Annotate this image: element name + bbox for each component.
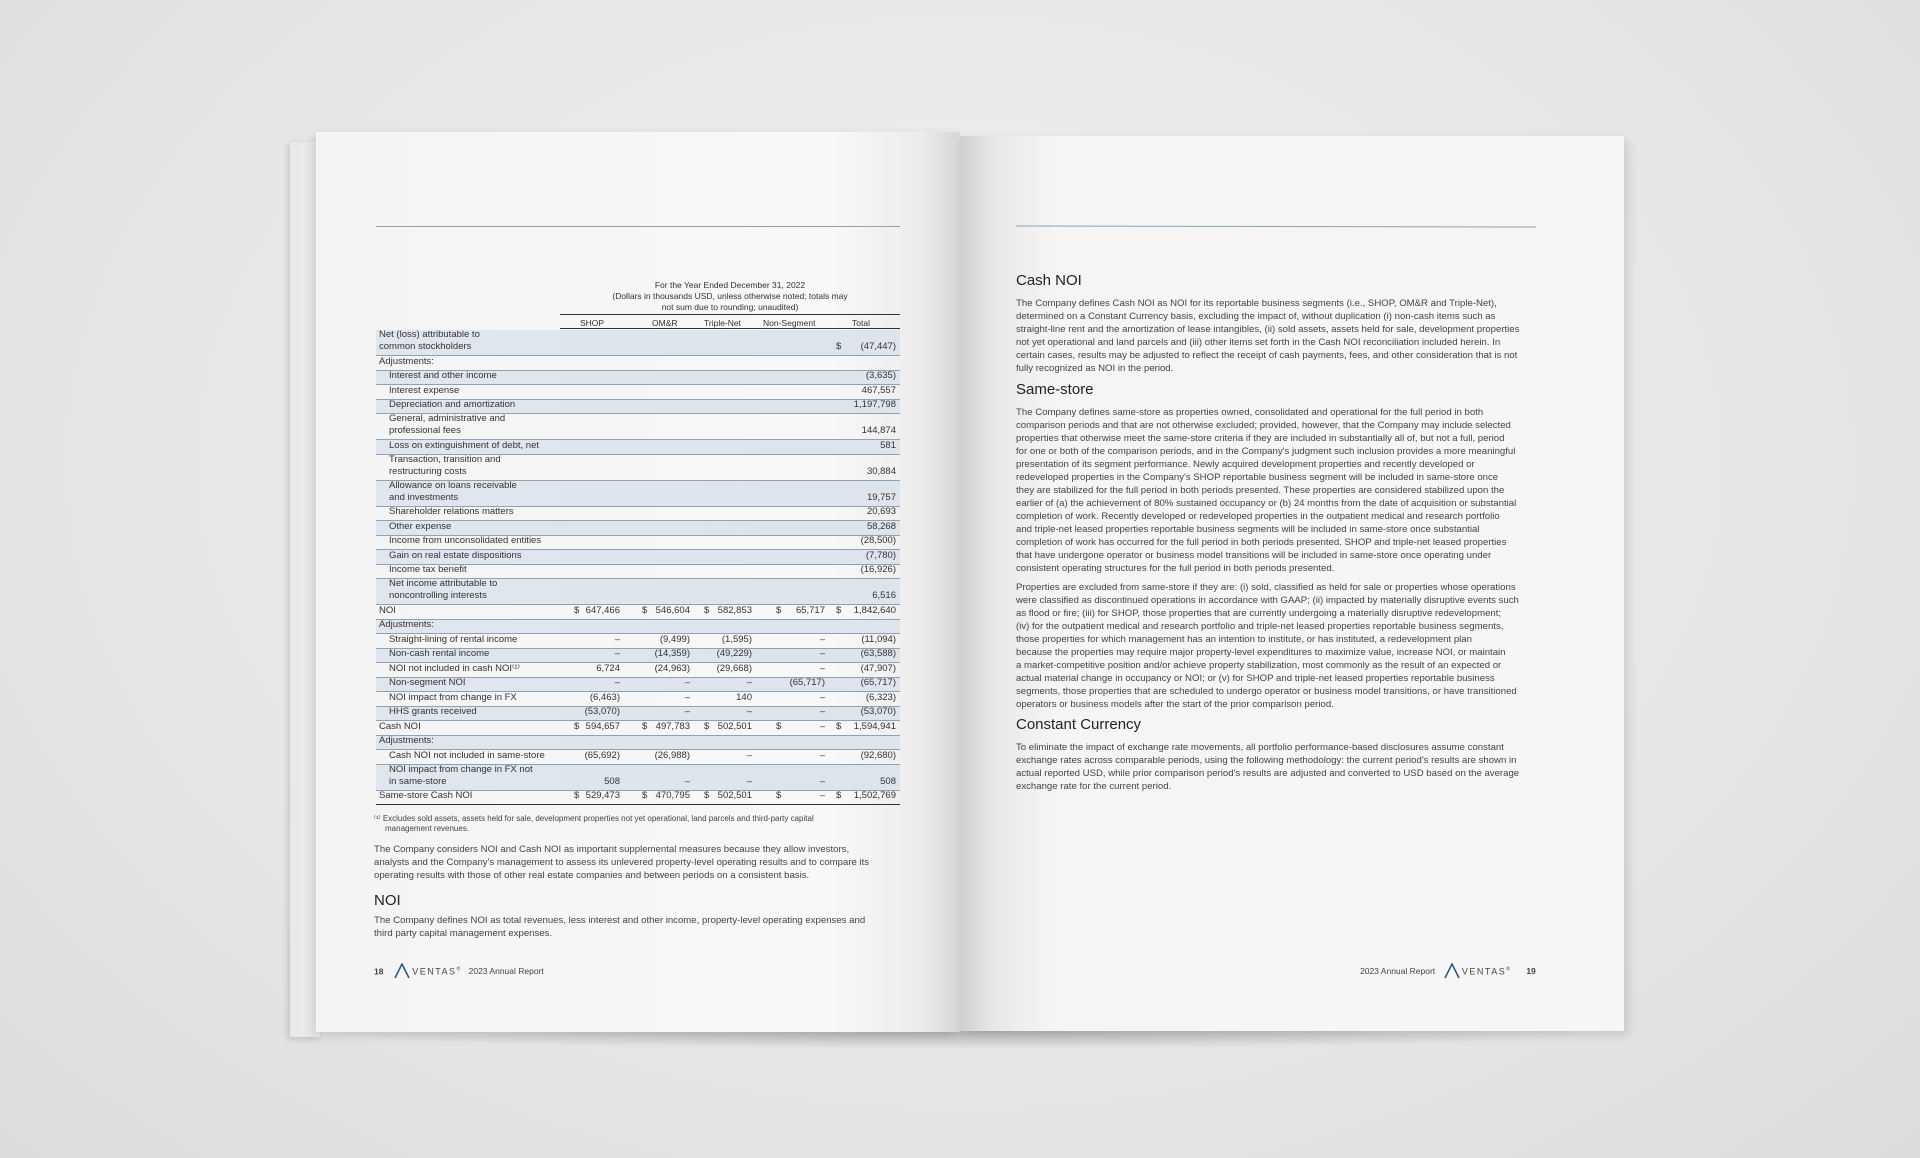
table-row	[376, 507, 900, 522]
text-line: certain cases, results may be adjusted to reflect the receipt of cash payments, fees, and other consideration that is not	[1016, 350, 1518, 361]
table-cell: 6,724	[596, 662, 620, 674]
table-caption-line: not sum due to rounding; unaudited)	[661, 302, 799, 312]
text-line: earlier of (a) the achievement of 80% sustained occupancy or (b) 24 months from the date of acquisition or substantial	[1016, 498, 1517, 509]
text-line: (iv) for the outpatient medical and research portfolio and triple-net leased properties reportable business segments,	[1016, 621, 1504, 632]
text-line: as flood or fire; (iii) for SHOP, those properties that are currently undergoing a materially disruptive redevelopment;	[1016, 608, 1502, 619]
row-label-line: Non-cash rental income	[389, 648, 490, 659]
table-row	[376, 620, 900, 635]
column-header-triple-net: Triple-Net	[704, 318, 741, 328]
constant-currency-heading: Constant Currency	[1016, 716, 1142, 733]
table-row	[376, 414, 900, 440]
table-cell: 582,853	[717, 604, 752, 616]
table-cell: (26,988)	[654, 749, 690, 761]
row-label	[389, 440, 539, 452]
table-cell: 1,594,941	[853, 720, 896, 732]
dollar-sign: $	[642, 604, 648, 616]
row-label-line: and investments	[389, 491, 459, 503]
left-page-footer: 18 VENTAS® 2023 Annual Report	[374, 963, 544, 981]
table-cell: –	[819, 790, 825, 801]
text-line: comparison periods and that are not otherwise excluded; provided, however, that the Company may include selected	[1016, 420, 1511, 431]
table-row	[376, 385, 900, 400]
table-cell: –	[614, 648, 620, 659]
table-cell: 65,717	[795, 604, 825, 616]
table-row	[376, 356, 900, 371]
table-cell: –	[819, 662, 825, 674]
row-label	[379, 721, 421, 733]
row-label-line: NOI impact from change in FX not	[389, 763, 533, 775]
page-number: 19	[1526, 966, 1536, 977]
dollar-sign: $	[574, 720, 580, 732]
row-label-line: noncontrolling interests	[389, 590, 487, 601]
row-label	[389, 550, 522, 562]
row-label-line: NOI	[379, 604, 396, 616]
ventas-logo-icon	[1444, 963, 1460, 981]
text-line: To eliminate the impact of exchange rate movements, all portfolio performance-based disclosures assume constant	[1016, 742, 1504, 753]
text-line: completion of work has occurred for the full period in both periods presented. SHOP and triple-net leased properties	[1016, 537, 1507, 548]
row-label-line: Adjustments:	[379, 355, 434, 367]
row-label-line: Loss on extinguishment of debt, net	[389, 439, 539, 451]
dollar-sign: $	[642, 790, 648, 801]
table-caption-line: For the Year Ended December 31, 2022	[654, 280, 806, 290]
table-cell: (47,447)	[860, 341, 896, 352]
row-label	[379, 329, 480, 353]
row-label-line: professional fees	[389, 425, 461, 436]
table-cell: 529,473	[585, 790, 620, 801]
text-line: actual material change in occupancy or NOI; or (v) for SHOP and triple-net leased properties reportable business	[1016, 673, 1495, 684]
table-row	[376, 400, 900, 415]
table-cell: 508	[604, 775, 620, 787]
text-line: The Company defines Cash NOI as NOI for its reportable business segments (i.e., SHOP, OM&R and Triple-Net),	[1016, 298, 1497, 309]
table-row	[376, 750, 900, 765]
row-label	[389, 648, 489, 660]
table-cell: (92,680)	[860, 749, 896, 761]
table-caption-line: (Dollars in thousands USD, unless otherwise noted; totals may	[612, 291, 848, 301]
table-row	[376, 791, 900, 806]
table-cell: 144,874	[861, 425, 896, 436]
row-label	[389, 750, 545, 762]
table-row	[376, 678, 900, 693]
table-cell: 58,268	[866, 520, 896, 532]
table-cell: 467,557	[861, 384, 896, 396]
row-label-line: in same-store	[389, 775, 447, 787]
table-cell: (53,070)	[584, 706, 620, 717]
row-label-line: common stockholders	[379, 341, 472, 352]
row-label	[389, 535, 541, 547]
text-line: a market-competitive position and/or achieve property stabilization, most commonly as the result of an expected or	[1016, 660, 1502, 671]
table-cell: –	[819, 691, 825, 703]
noi-heading: NOI	[374, 892, 401, 909]
row-label-line: HHS grants received	[389, 706, 477, 717]
table-row	[376, 521, 900, 536]
table-cell: –	[746, 775, 752, 787]
dollar-sign: $	[574, 604, 580, 616]
row-label	[389, 506, 514, 518]
table-cell: 594,657	[585, 720, 620, 732]
table-cell: 20,693	[866, 506, 896, 517]
table-cell: 502,501	[717, 720, 752, 732]
table-cell: –	[819, 633, 825, 645]
table-cell: (6,323)	[865, 691, 896, 703]
table-cell: (24,963)	[654, 662, 690, 674]
text-line: consistent operating structures for the full period in both periods presented.	[1016, 563, 1335, 574]
text-line: determined on a Constant Currency basis, excluding the impact of, without duplication (i) non-cash items such as	[1016, 311, 1496, 322]
row-label-line: Net (loss) attributable to	[379, 329, 480, 340]
table-cell: 581	[880, 439, 896, 451]
text-line: operating results with those of other real estate companies and between periods on a consistent basis.	[374, 870, 810, 881]
table-cell: –	[614, 677, 620, 688]
table-cell: (14,359)	[654, 648, 690, 659]
text-line: The Company considers NOI and Cash NOI as important supplemental measures because they allow investors,	[374, 844, 850, 855]
table-cell: (16,926)	[860, 564, 896, 575]
text-line: redeveloped properties in the Company's SHOP reportable business segment will be included in same-store once	[1016, 472, 1499, 483]
dollar-sign: $	[776, 720, 782, 732]
row-label	[379, 605, 396, 617]
table-row	[376, 736, 900, 751]
table-cell: (28,500)	[860, 535, 896, 546]
dollar-sign: $	[836, 720, 842, 732]
table-row	[376, 440, 900, 455]
text-line: they are stabilized for the full period in both periods presented. These properties are considered stabilized upon the	[1016, 485, 1505, 496]
dollar-sign: $	[836, 341, 842, 352]
text-line: straight-line rent and the amortization of lease intangibles, (ii) sold assets, assets held for sale, development properties	[1016, 324, 1520, 335]
table-cell: –	[684, 775, 690, 787]
text-line: because the properties may require major property-level expenditures to maximize value, increase NOI, or maintain	[1016, 647, 1506, 658]
row-label	[389, 413, 505, 437]
table-row	[376, 579, 900, 605]
row-label	[389, 706, 477, 718]
text-line: exchange rate for the current period.	[1016, 781, 1172, 792]
row-label-line: Other expense	[389, 520, 452, 532]
table-cell: 470,795	[655, 790, 690, 801]
table-cell: (7,780)	[865, 549, 896, 561]
page-number: 18	[374, 966, 384, 977]
table-cell: (49,229)	[716, 648, 752, 659]
row-label-line: Adjustments:	[379, 619, 434, 630]
cash-noi-paragraph	[1016, 297, 1519, 375]
text-line: segments, those properties that are scheduled to undergo operator or business model transitions, or have transitioned	[1016, 686, 1517, 697]
row-label	[389, 663, 520, 675]
row-label-line: Income from unconsolidated entities	[389, 535, 542, 546]
table-cell: 546,604	[655, 604, 690, 616]
table-row	[376, 634, 900, 649]
text-line: for one or both of the comparison periods, and in the Company's judgment such inclusion provides a more meaningful	[1016, 446, 1516, 457]
row-label-line: restructuring costs	[389, 465, 467, 477]
row-label-line: Net income attributable to	[389, 578, 498, 589]
text-line: analysts and the Company's management to assess its unlevered property-level operating results and to compare its	[374, 857, 870, 868]
table-footnote	[374, 814, 894, 834]
table-cell: –	[819, 749, 825, 761]
table-cell: –	[684, 677, 690, 688]
row-label-line: Same-store Cash NOI	[379, 790, 473, 801]
table-cell: –	[819, 706, 825, 717]
table-cell: (11,094)	[861, 633, 896, 645]
dollar-sign: $	[642, 720, 648, 732]
same-store-exclusions-paragraph	[1016, 581, 1519, 711]
text-line: that have undergone operator or business model transitions will be included in same-store once operating under	[1016, 550, 1492, 561]
text-line: properties that otherwise meet the same-store criteria if they are included in substantially all of, but not a full, period	[1016, 433, 1505, 444]
table-cell: –	[614, 633, 620, 645]
row-label-line: Interest and other income	[389, 370, 497, 381]
row-label-line: Transaction, transition and	[389, 453, 501, 465]
row-label-line: Shareholder relations matters	[389, 506, 514, 517]
text-line: were classified as discontinued operations in accordance with GAAP; (ii) impacted by materially disruptive events such	[1016, 595, 1519, 606]
row-label	[389, 578, 497, 602]
table-cell: –	[819, 720, 825, 732]
table-cell: 647,466	[585, 604, 620, 616]
dollar-sign: $	[704, 790, 710, 801]
row-label-line: Income tax benefit	[389, 564, 467, 575]
table-row	[376, 605, 900, 620]
row-label-line: NOI not included in cash NOI⁽¹⁾	[389, 662, 520, 674]
table-cell: –	[746, 706, 752, 717]
text-line: those properties for which management has an intention to institute, or has instituted, a redevelopment plan	[1016, 634, 1472, 645]
brand-name: VENTAS	[1461, 966, 1507, 977]
table-cell: (1,595)	[721, 633, 752, 645]
table-cell: 30,884	[866, 465, 896, 477]
table-row	[376, 707, 900, 722]
table-cell: (9,499)	[659, 633, 690, 645]
row-label-line: Gain on real estate dispositions	[389, 549, 522, 561]
table-cell: –	[819, 775, 825, 787]
row-label-line: Interest expense	[389, 384, 460, 396]
row-label-line: Adjustments:	[379, 735, 434, 746]
row-label	[379, 735, 434, 747]
table-row	[376, 481, 900, 507]
right-page-footer: 2023 Annual Report VENTAS® 19	[1360, 963, 1536, 981]
row-label	[389, 399, 515, 411]
table-cell: (65,717)	[789, 677, 825, 688]
text-line: fully recognized as NOI in the period.	[1016, 363, 1174, 374]
row-label-line: Straight-lining of rental income	[389, 633, 518, 645]
row-label	[389, 692, 517, 704]
column-header-omr: OM&R	[652, 318, 678, 328]
text-line: not yet operational and land parcels and (iii) other items set forth in the Cash NOI reconciliation included herein. In	[1016, 337, 1501, 348]
report-title: 2023 Annual Report	[1360, 966, 1436, 977]
text-line: exchange rates across comparable periods, using the following methodology: the current period's results are shown in	[1016, 755, 1517, 766]
intro-paragraph	[374, 843, 869, 882]
text-line: The Company defines same-store as properties owned, consolidated and operational for the full period in both	[1016, 407, 1484, 418]
text-line: Properties are excluded from same-store if they are: (i) sold, classified as held for sale or properties whose operations	[1016, 582, 1516, 593]
table-cell: 502,501	[717, 790, 752, 801]
table-cell: 6,516	[872, 590, 896, 601]
row-label	[379, 356, 434, 368]
table-cell: 1,502,769	[853, 790, 896, 801]
table-cell: –	[746, 677, 752, 688]
dollar-sign: $	[776, 604, 782, 616]
left-top-rule	[376, 226, 900, 227]
table-row	[376, 330, 900, 356]
report-title: 2023 Annual Report	[468, 966, 544, 977]
brand-name: VENTAS	[412, 966, 457, 977]
table-row	[376, 565, 900, 580]
table-row	[376, 663, 900, 678]
table-row	[376, 765, 900, 791]
cash-noi-heading: Cash NOI	[1016, 272, 1082, 289]
same-store-heading: Same-store	[1016, 381, 1094, 398]
table-cell: –	[684, 691, 690, 703]
row-label	[389, 370, 497, 382]
table-cell: (53,070)	[860, 706, 896, 717]
table-cell: (47,907)	[860, 662, 896, 674]
row-label-line: Cash NOI not included in same-store	[389, 749, 545, 761]
column-header-shop: SHOP	[580, 318, 605, 328]
footnote-line: management revenues.	[385, 824, 470, 833]
row-label-line: General, administrative and	[389, 413, 506, 424]
table-cell: (65,692)	[584, 749, 620, 761]
table-header-rule	[560, 314, 900, 315]
footnote-line: ⁽¹⁾ Excludes sold assets, assets held for sale, development properties not yet operational, land parcels and third-party capital	[374, 814, 814, 823]
column-header-total: Total	[852, 318, 870, 328]
dollar-sign: $	[836, 604, 842, 616]
text-line: completion of work. Recently developed or redeveloped properties in the outpatient medical and research portfolio	[1016, 511, 1500, 522]
row-label	[379, 790, 472, 802]
table-row	[376, 371, 900, 386]
table-cell: –	[746, 749, 752, 761]
row-label	[389, 480, 517, 504]
row-label-line: Depreciation and amortization	[389, 399, 516, 410]
table-cell: 497,783	[655, 720, 690, 732]
table-cell: 19,757	[866, 491, 896, 503]
row-label	[389, 385, 459, 397]
table-header-bottom-rule	[560, 328, 900, 329]
row-label	[379, 619, 434, 631]
noi-paragraph	[374, 914, 865, 940]
table-row	[376, 455, 900, 481]
table-cell: –	[819, 648, 825, 659]
same-store-paragraph	[1016, 406, 1516, 575]
table-cell: 140	[736, 691, 752, 703]
row-label-line: Cash NOI	[379, 720, 421, 732]
table-cell: (65,717)	[860, 677, 896, 688]
text-line: operators or business models after the start of the prior comparison period.	[1016, 699, 1334, 710]
row-label	[389, 454, 501, 478]
constant-currency-paragraph	[1016, 741, 1519, 793]
table-row	[376, 550, 900, 565]
table-cell: –	[684, 706, 690, 717]
text-line: third party capital management expenses.	[374, 928, 553, 939]
table-cell: (6,463)	[589, 691, 620, 703]
row-label-line: Non-segment NOI	[389, 677, 466, 688]
table-row	[376, 721, 900, 736]
text-line: and triple-net leased properties reportable business segments will be included in same-store once substantial	[1016, 524, 1480, 535]
dollar-sign: $	[836, 790, 842, 801]
table-row	[376, 649, 900, 664]
table-cell: 1,197,798	[853, 399, 896, 410]
row-label	[389, 677, 466, 689]
text-line: actual reported USD, while prior comparison period's results are adjusted and converted to USD based on the average	[1016, 768, 1520, 779]
table-cell: (3,635)	[865, 370, 896, 381]
dollar-sign: $	[704, 720, 710, 732]
text-line: presentation of its segment performance. Newly acquired development properties and recently developed or	[1016, 459, 1475, 470]
ventas-logo-icon	[394, 963, 410, 981]
table-row	[376, 536, 900, 551]
table-cell: 508	[880, 775, 896, 787]
table-cell: 1,842,640	[853, 604, 896, 616]
row-label-line: Allowance on loans receivable	[389, 479, 517, 491]
row-label-line: NOI impact from change in FX	[389, 691, 517, 703]
table-cell: (29,668)	[716, 662, 752, 674]
text-line: The Company defines NOI as total revenues, less interest and other income, property-level operating expenses and	[374, 915, 866, 926]
table-caption	[560, 280, 900, 313]
column-header-non-segment: Non-Segment	[763, 318, 816, 328]
row-label	[389, 521, 451, 533]
dollar-sign: $	[704, 604, 710, 616]
row-label	[389, 634, 517, 646]
table-cell: (63,588)	[860, 648, 896, 659]
row-label	[389, 764, 533, 788]
dollar-sign: $	[776, 790, 782, 801]
table-row	[376, 692, 900, 707]
dollar-sign: $	[574, 790, 580, 801]
row-label	[389, 564, 467, 576]
